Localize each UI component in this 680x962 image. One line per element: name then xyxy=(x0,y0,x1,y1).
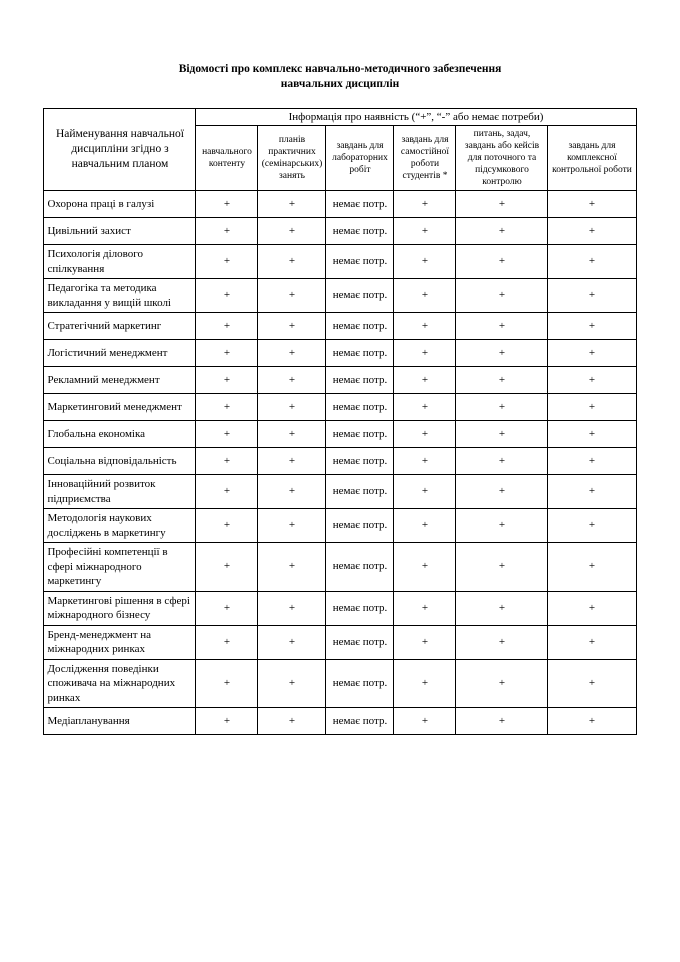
availability-cell: + xyxy=(258,509,326,543)
discipline-name-cell: Медіапланування xyxy=(44,708,196,735)
availability-cell: + xyxy=(394,421,456,448)
availability-cell: + xyxy=(394,191,456,218)
availability-cell: + xyxy=(394,448,456,475)
availability-cell: + xyxy=(394,394,456,421)
availability-cell: + xyxy=(548,591,636,625)
availability-cell: немає потр. xyxy=(326,509,394,543)
availability-cell: + xyxy=(258,279,326,313)
availability-cell: + xyxy=(456,367,548,394)
availability-cell: + xyxy=(196,659,258,708)
availability-cell: + xyxy=(548,448,636,475)
availability-cell: + xyxy=(548,245,636,279)
availability-cell: немає потр. xyxy=(326,448,394,475)
availability-cell: + xyxy=(258,313,326,340)
page-title xyxy=(60,62,620,92)
table-row xyxy=(44,421,636,448)
availability-cell: + xyxy=(394,313,456,340)
availability-cell: + xyxy=(196,191,258,218)
availability-cell: + xyxy=(548,191,636,218)
discipline-name-cell: Педагогіка та методика викладання у вищій школі xyxy=(44,279,196,313)
availability-cell: + xyxy=(394,245,456,279)
availability-cell: + xyxy=(456,279,548,313)
availability-cell: + xyxy=(258,708,326,735)
availability-cell: + xyxy=(196,313,258,340)
availability-cell: + xyxy=(548,279,636,313)
availability-cell: + xyxy=(394,543,456,592)
availability-cell: + xyxy=(456,543,548,592)
availability-cell: + xyxy=(196,448,258,475)
availability-cell: + xyxy=(394,659,456,708)
availability-cell: + xyxy=(258,625,326,659)
availability-cell: немає потр. xyxy=(326,708,394,735)
availability-cell: + xyxy=(394,708,456,735)
availability-cell: + xyxy=(196,367,258,394)
availability-cell: + xyxy=(456,591,548,625)
availability-cell: + xyxy=(456,659,548,708)
table-row xyxy=(44,245,636,279)
availability-cell: немає потр. xyxy=(326,543,394,592)
availability-cell: + xyxy=(258,591,326,625)
header-col-self-study: завдань для самостійної роботи студентів * xyxy=(394,126,456,191)
table-row xyxy=(44,591,636,625)
availability-cell: немає потр. xyxy=(326,591,394,625)
table-row xyxy=(44,708,636,735)
availability-cell: + xyxy=(196,218,258,245)
discipline-name-cell: Професійні компетенції в сфері міжнародного маркетингу xyxy=(44,543,196,592)
availability-cell: немає потр. xyxy=(326,394,394,421)
availability-cell: + xyxy=(456,475,548,509)
discipline-name-cell: Психологія ділового спілкування xyxy=(44,245,196,279)
header-col-lab-tasks: завдань для лабораторних робіт xyxy=(326,126,394,191)
availability-cell: + xyxy=(196,279,258,313)
availability-cell: + xyxy=(548,659,636,708)
availability-cell: + xyxy=(548,218,636,245)
table-row xyxy=(44,475,636,509)
header-col-control-questions: питань, задач, завдань або кейсів для поточного та підсумкового контролю xyxy=(456,126,548,191)
availability-cell: + xyxy=(548,340,636,367)
availability-cell: + xyxy=(196,543,258,592)
availability-cell: + xyxy=(548,313,636,340)
availability-cell: + xyxy=(394,509,456,543)
discipline-name-cell: Інноваційний розвиток підприємства xyxy=(44,475,196,509)
table-header-group-row xyxy=(44,109,636,126)
availability-cell: + xyxy=(258,245,326,279)
discipline-name-cell: Рекламний менеджмент xyxy=(44,367,196,394)
availability-cell: + xyxy=(548,367,636,394)
availability-cell: + xyxy=(196,245,258,279)
availability-cell: + xyxy=(196,509,258,543)
table-row xyxy=(44,313,636,340)
availability-cell: + xyxy=(394,475,456,509)
availability-cell: + xyxy=(456,191,548,218)
availability-cell: + xyxy=(548,475,636,509)
discipline-name-cell: Бренд-менеджмент на міжнародних ринках xyxy=(44,625,196,659)
table-row xyxy=(44,659,636,708)
availability-cell: + xyxy=(394,218,456,245)
availability-cell: немає потр. xyxy=(326,245,394,279)
availability-cell: + xyxy=(456,218,548,245)
availability-cell: + xyxy=(196,625,258,659)
discipline-name-cell: Глобальна економіка xyxy=(44,421,196,448)
availability-cell: + xyxy=(196,340,258,367)
discipline-name-cell: Маркетинговий менеджмент xyxy=(44,394,196,421)
availability-cell: + xyxy=(456,625,548,659)
table-row xyxy=(44,448,636,475)
availability-cell: + xyxy=(394,625,456,659)
availability-cell: + xyxy=(548,509,636,543)
availability-cell: + xyxy=(456,340,548,367)
table-row xyxy=(44,394,636,421)
header-col-complex-control: завдань для комплексної контрольної роботи xyxy=(548,126,636,191)
availability-cell: + xyxy=(196,394,258,421)
availability-cell: немає потр. xyxy=(326,475,394,509)
page-title-line2: навчальних дисциплін xyxy=(280,78,400,90)
availability-cell: + xyxy=(394,340,456,367)
availability-cell: + xyxy=(196,591,258,625)
availability-cell: + xyxy=(258,218,326,245)
availability-cell: + xyxy=(258,340,326,367)
availability-cell: + xyxy=(456,245,548,279)
availability-cell: немає потр. xyxy=(326,367,394,394)
availability-cell: немає потр. xyxy=(326,340,394,367)
header-availability-group: Інформація про наявність (“+”, “-” або немає потреби) xyxy=(196,109,636,126)
availability-cell: + xyxy=(456,394,548,421)
availability-cell: + xyxy=(258,367,326,394)
table-row xyxy=(44,509,636,543)
availability-cell: + xyxy=(196,708,258,735)
table-row xyxy=(44,191,636,218)
availability-cell: + xyxy=(548,421,636,448)
availability-cell: немає потр. xyxy=(326,191,394,218)
availability-cell: немає потр. xyxy=(326,279,394,313)
availability-cell: + xyxy=(258,659,326,708)
discipline-name-cell: Дослідження поведінки споживача на міжнародних ринках xyxy=(44,659,196,708)
availability-cell: немає потр. xyxy=(326,659,394,708)
header-col-content: навчального контенту xyxy=(196,126,258,191)
availability-cell: немає потр. xyxy=(326,218,394,245)
discipline-name-cell: Цивільний захист xyxy=(44,218,196,245)
header-discipline-name: Найменування навчальної дисципліни згідно з навчальним планом xyxy=(44,109,196,191)
availability-cell: + xyxy=(456,313,548,340)
availability-cell: + xyxy=(258,543,326,592)
availability-cell: немає потр. xyxy=(326,313,394,340)
availability-cell: + xyxy=(548,625,636,659)
availability-cell: + xyxy=(548,708,636,735)
availability-cell: немає потр. xyxy=(326,625,394,659)
availability-cell: + xyxy=(258,191,326,218)
discipline-name-cell: Логістичний менеджмент xyxy=(44,340,196,367)
table-row xyxy=(44,340,636,367)
page-title-line1: Відомості про комплекс навчально-методичного забезпечення xyxy=(178,63,502,75)
table-body xyxy=(44,191,636,735)
availability-cell: + xyxy=(548,543,636,592)
availability-cell: + xyxy=(394,591,456,625)
discipline-name-cell: Охорона праці в галузі xyxy=(44,191,196,218)
availability-cell: + xyxy=(456,708,548,735)
availability-cell: + xyxy=(258,421,326,448)
discipline-name-cell: Методологія наукових досліджень в маркетингу xyxy=(44,509,196,543)
availability-cell: + xyxy=(548,394,636,421)
availability-cell: + xyxy=(394,367,456,394)
availability-cell: + xyxy=(258,448,326,475)
availability-cell: + xyxy=(196,421,258,448)
discipline-name-cell: Соціальна відповідальність xyxy=(44,448,196,475)
table-row xyxy=(44,543,636,592)
availability-cell: + xyxy=(456,448,548,475)
table-row xyxy=(44,218,636,245)
availability-cell: + xyxy=(258,394,326,421)
header-col-seminar-plans: планів практичних (семінарських) занять xyxy=(258,126,326,191)
availability-cell: немає потр. xyxy=(326,421,394,448)
discipline-name-cell: Маркетингові рішення в сфері міжнародного бізнесу xyxy=(44,591,196,625)
availability-cell: + xyxy=(456,509,548,543)
table-row xyxy=(44,367,636,394)
availability-cell: + xyxy=(456,421,548,448)
availability-cell: + xyxy=(258,475,326,509)
provision-table xyxy=(43,108,636,735)
table-head xyxy=(44,109,636,191)
table-row xyxy=(44,279,636,313)
availability-cell: + xyxy=(196,475,258,509)
availability-cell: + xyxy=(394,279,456,313)
discipline-name-cell: Стратегічний маркетинг xyxy=(44,313,196,340)
table-row xyxy=(44,625,636,659)
